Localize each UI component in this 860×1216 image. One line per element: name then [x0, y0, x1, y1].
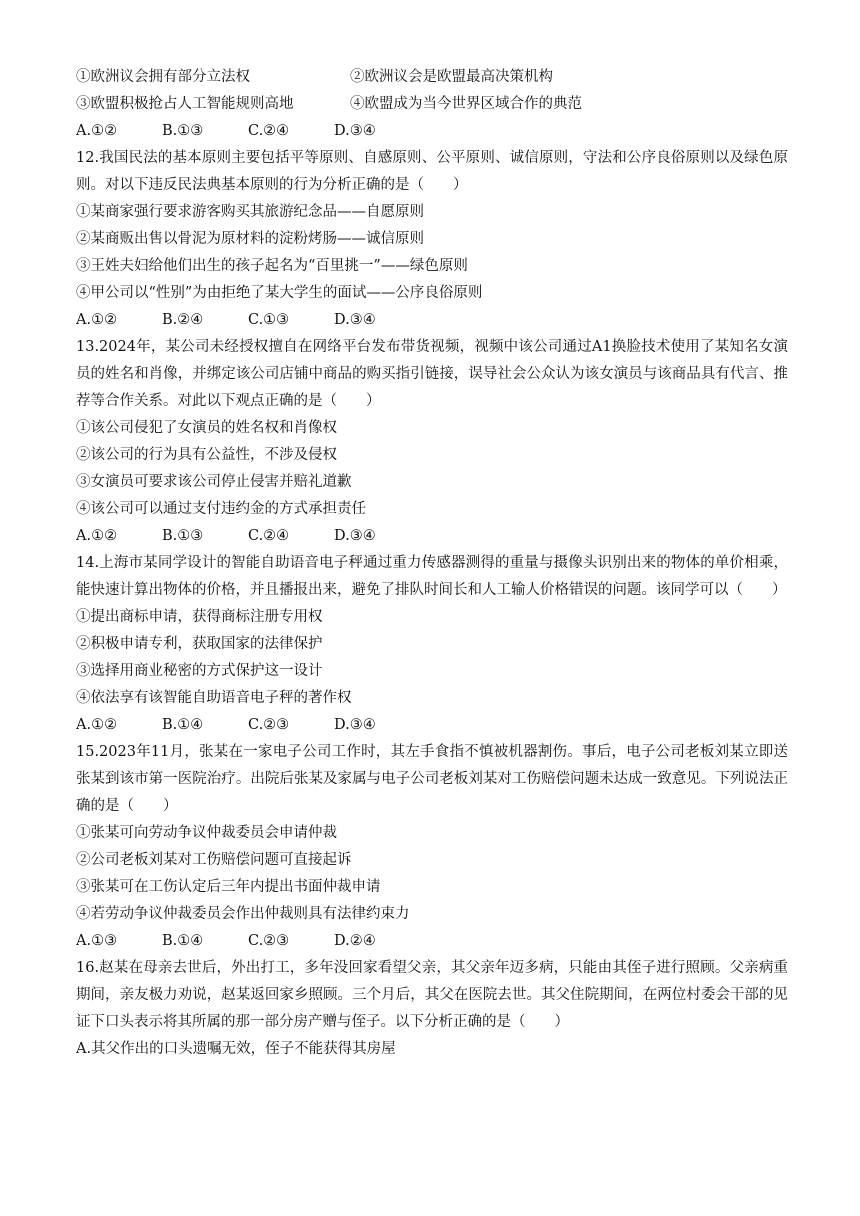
q15-stem: 15.2023年11月，张某在一家电子公司工作时，其左手食指不慎被机器割伤。事后，电子公司老板刘某立即送张某到该市第一医院治疗。出院后张某及家属与电子公司老板刘某对工伤赔偿问题未达成一致意见。下列说法正确的是（ ）: [76, 744, 788, 814]
q13-answer-a: A.①②: [76, 528, 118, 544]
q15-answer-b: B.①④: [162, 933, 204, 949]
q12-answer-b: B.②④: [162, 312, 204, 328]
q13-answer-d: D.③④: [334, 528, 376, 544]
q12-stem: 12.我国民法的基本原则主要包括平等原则、自感原则、公平原则、诚信原则，守法和公序良俗原则以及绿色原则。对以下违反民法典基本原则的行为分析正确的是（ ）: [76, 150, 788, 193]
q14-option-3: ③选择用商业秘密的方式保护这一设计: [76, 663, 323, 679]
q12-answer-choices: [76, 307, 788, 334]
exam-page: [76, 64, 788, 1063]
q14-answer-d: D.③④: [334, 717, 376, 733]
q12-answer-a: A.①②: [76, 312, 118, 328]
question-14: [76, 550, 788, 739]
q11-answer-c: C.②④: [248, 123, 290, 139]
q15-option-1: ①张某可向劳动争议仲裁委员会申请仲裁: [76, 825, 337, 841]
q15-answer-c: C.②③: [248, 933, 290, 949]
q15-answer-d: D.②④: [334, 933, 376, 949]
q13-option-1: ①该公司侵犯了女演员的姓名权和肖像权: [76, 420, 337, 436]
q11-answer-d: D.③④: [334, 123, 376, 139]
q11-answer-choices: [76, 118, 788, 145]
q13-answer-choices: [76, 523, 788, 550]
q14-answer-a: A.①②: [76, 717, 118, 733]
q12-option-2: ②某商贩出售以骨泥为原材料的淀粉烤肠——诚信原则: [76, 231, 424, 247]
q15-option-2: ②公司老板刘某对工伤赔偿问题可直接起诉: [76, 852, 352, 868]
q14-answer-c: C.②③: [248, 717, 290, 733]
q11-answer-a: A.①②: [76, 123, 118, 139]
question-15: [76, 739, 788, 955]
q11-options-row-1: [76, 64, 788, 91]
question-13: [76, 334, 788, 550]
q12-option-1: ①某商家强行要求游客购买其旅游纪念品——自愿原则: [76, 204, 424, 220]
q12-option-4: ④甲公司以“性别”为由拒绝了某大学生的面试——公序良俗原则: [76, 285, 483, 301]
q11-options-row-2: [76, 91, 788, 118]
question-12: [76, 145, 788, 334]
q12-answer-d: D.③④: [334, 312, 376, 328]
q14-answer-choices: [76, 712, 788, 739]
q15-answer-choices: [76, 928, 788, 955]
q13-option-3: ③女演员可要求该公司停止侵害并赔礼道歉: [76, 474, 352, 490]
q15-answer-a: A.①③: [76, 933, 118, 949]
question-11: [76, 64, 788, 145]
q13-option-4: ④该公司可以通过支付违约金的方式承担责任: [76, 501, 366, 517]
q14-option-2: ②积极申请专利，获取国家的法律保护: [76, 636, 323, 652]
q11-option-2: ②欧洲议会是欧盟最高决策机构: [350, 69, 553, 85]
question-16: [76, 955, 788, 1063]
q14-option-4: ④依法享有该智能自助语音电子秤的著作权: [76, 690, 352, 706]
q14-answer-b: B.①④: [162, 717, 204, 733]
q13-answer-b: B.①③: [162, 528, 204, 544]
q13-answer-c: C.②④: [248, 528, 290, 544]
q13-stem: 13.2024年，某公司未经授权擅自在网络平台发布带货视频，视频中该公司通过A1换脸技术使用了某知名女演员的姓名和肖像，并绑定该公司店铺中商品的购买指引链接，误导社会公众认为该女演员与该商品具有代言、推荐等合作关系。对此以下观点正确的是（ ）: [76, 339, 788, 409]
q14-option-1: ①提出商标申请，获得商标注册专用权: [76, 609, 323, 625]
q11-answer-b: B.①③: [162, 123, 204, 139]
q12-answer-c: C.①③: [248, 312, 290, 328]
q16-stem: 16.赵某在母亲去世后，外出打工，多年没回家看望父亲，其父亲年迈多病，只能由其侄子进行照顾。父亲病重期间，亲友极力劝说，赵某返回家乡照顾。三个月后，其父在医院去世。其父住院期间，在两位村委会干部的见证下口头表示将其所属的那一部分房产赠与侄子。以下分析正确的是（ ）: [76, 960, 788, 1030]
q11-option-1: ①欧洲议会拥有部分立法权: [76, 69, 250, 85]
q13-option-2: ②该公司的行为具有公益性，不涉及侵权: [76, 447, 337, 463]
q14-stem: 14.上海市某同学设计的智能自助语音电子秤通过重力传感器测得的重量与摄像头识别出来的物体的单价相乘，能快速计算出物体的价格，并且播报出来，避免了排队时间长和人工输人价格错误的问题。该同学可以（ ）: [76, 555, 788, 598]
q15-option-4: ④若劳动争议仲裁委员会作出仲裁则具有法律约束力: [76, 906, 410, 922]
q12-option-3: ③王姓夫妇给他们出生的孩子起名为“百里挑一”——绿色原则: [76, 258, 468, 274]
q11-option-4: ④欧盟成为当今世界区域合作的典范: [350, 96, 582, 112]
q11-option-3: ③欧盟积极抢占人工智能规则高地: [76, 96, 294, 112]
q15-option-3: ③张某可在工伤认定后三年内提出书面仲裁申请: [76, 879, 381, 895]
q16-option-a: A.其父作出的口头遗嘱无效，侄子不能获得其房屋: [76, 1041, 396, 1057]
